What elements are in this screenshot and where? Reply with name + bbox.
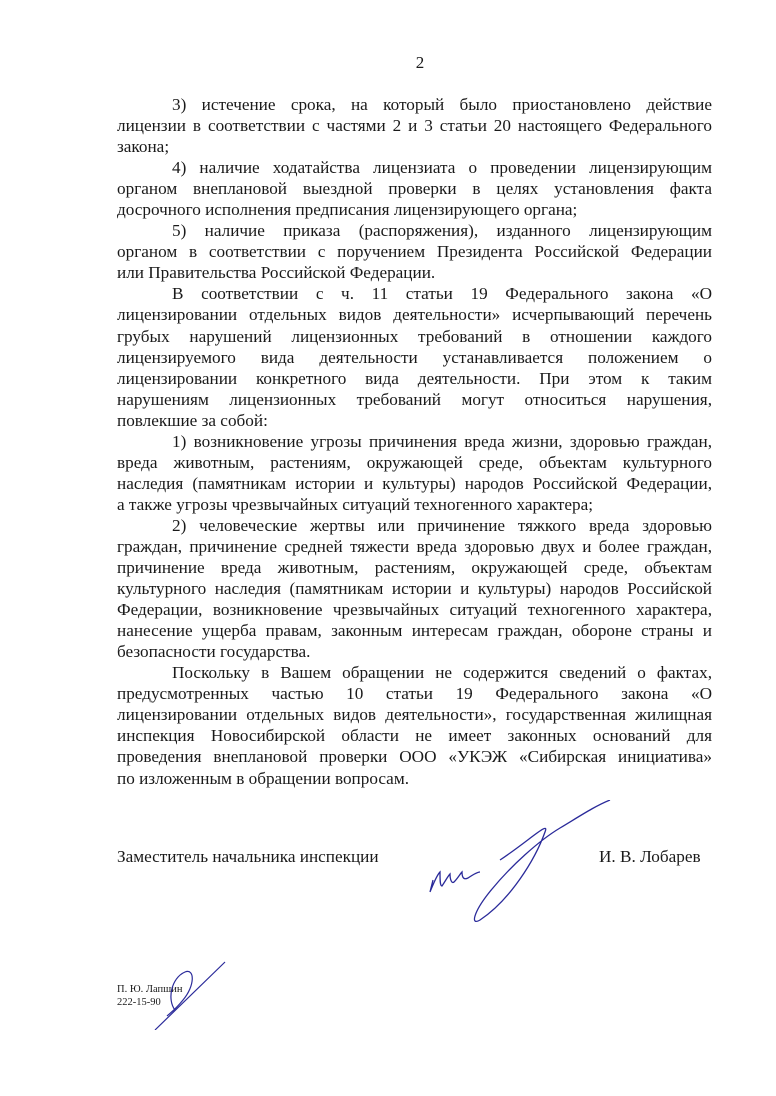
page-number: 2 <box>415 53 425 72</box>
executor-initials-signature <box>145 960 235 1030</box>
text-line: лицензии в соответствии с частями 2 и 3 статьи 20 настоящего Федерального <box>117 116 712 136</box>
signatory-position: Заместитель начальника инспекции <box>117 847 379 866</box>
text-line: Поскольку в Вашем обращении не содержится сведений о фактах, <box>172 663 712 683</box>
text-line: органом в соответствии с поручением Президента Российской Федерации <box>117 242 712 262</box>
text-line: нарушениям лицензионных требований могут относиться нарушения, <box>117 389 712 409</box>
paragraph <box>117 157 712 220</box>
text-line: органом внеплановой выездной проверки в целях установления факта <box>117 179 712 199</box>
text-line: а также угрозы чрезвычайных ситуаций техногенного характера; <box>117 494 594 514</box>
text-line: лицензируемого вида деятельности устанавливается положением о <box>117 347 712 367</box>
text-line: культурного наследия (памятникам истории и культуры) народов Российской <box>117 579 712 599</box>
text-line: 1) возникновение угрозы причинения вреда жизни, здоровью граждан, <box>172 431 712 451</box>
text-line: грубых нарушений лицензионных требований в отношении каждого <box>117 326 712 346</box>
text-line: вреда животным, растениям, окружающей среде, объектам культурного <box>117 452 712 472</box>
text-line: В соответствии с ч. 11 статьи 19 Федерального закона «О <box>172 284 712 304</box>
text-line: инспекция Новосибирской области не имеет законных оснований для <box>117 726 712 746</box>
text-line: повлекшие за собой: <box>117 410 268 430</box>
text-line: причинение вреда животным, растениям, окружающей среде, объектам <box>117 558 712 578</box>
executor-phone: 222-15-90 <box>117 997 161 1008</box>
paragraph <box>117 220 712 283</box>
text-line: по изложенным в обращении вопросам. <box>117 768 409 788</box>
handwritten-signature <box>370 800 630 930</box>
text-line: нанесение ущерба правам, законным интересам граждан, обороне страны и <box>117 621 712 641</box>
paragraph <box>117 283 712 430</box>
text-line: лицензировании конкретного вида деятельности. При этом к таким <box>117 368 712 388</box>
letter-body <box>117 94 712 789</box>
text-line: граждан, причинение средней тяжести вреда здоровью двух и более граждан, <box>117 536 712 556</box>
text-line: предусмотренных частью 10 статьи 19 Федерального закона «О <box>117 684 712 704</box>
paragraph <box>117 431 712 515</box>
text-line: 3) истечение срока, на который было приостановлено действие <box>172 95 712 114</box>
text-line: или Правительства Российской Федерации. <box>117 263 436 283</box>
text-line: проведения внеплановой проверки ООО «УКЭЖ «Сибирская инициатива» <box>117 747 712 767</box>
executor-name: П. Ю. Лапшин <box>117 984 183 995</box>
text-line: безопасности государства. <box>117 642 311 662</box>
text-line: закона; <box>117 137 170 157</box>
text-line: Федерации, возникновение чрезвычайных ситуаций техногенного характера, <box>117 600 712 620</box>
paragraph <box>117 662 712 788</box>
text-line: лицензировании отдельных видов деятельности», государственная жилищная <box>117 705 712 725</box>
paragraph <box>117 515 712 662</box>
text-line: наследия (памятникам истории и культуры) народов Российской Федерации, <box>117 473 712 493</box>
text-line: 5) наличие приказа (распоряжения), изданного лицензирующим <box>172 221 712 241</box>
text-line: лицензировании отдельных видов деятельности» исчерпывающий перечень <box>117 305 712 325</box>
text-line: 4) наличие ходатайства лицензиата о проведении лицензирующим <box>172 158 712 178</box>
text-line: 2) человеческие жертвы или причинение тяжкого вреда здоровью <box>172 515 712 535</box>
text-line: досрочного исполнения предписания лицензирующего органа; <box>117 200 578 220</box>
signatory-name: И. В. Лобарев <box>599 847 701 866</box>
paragraph <box>117 94 712 157</box>
